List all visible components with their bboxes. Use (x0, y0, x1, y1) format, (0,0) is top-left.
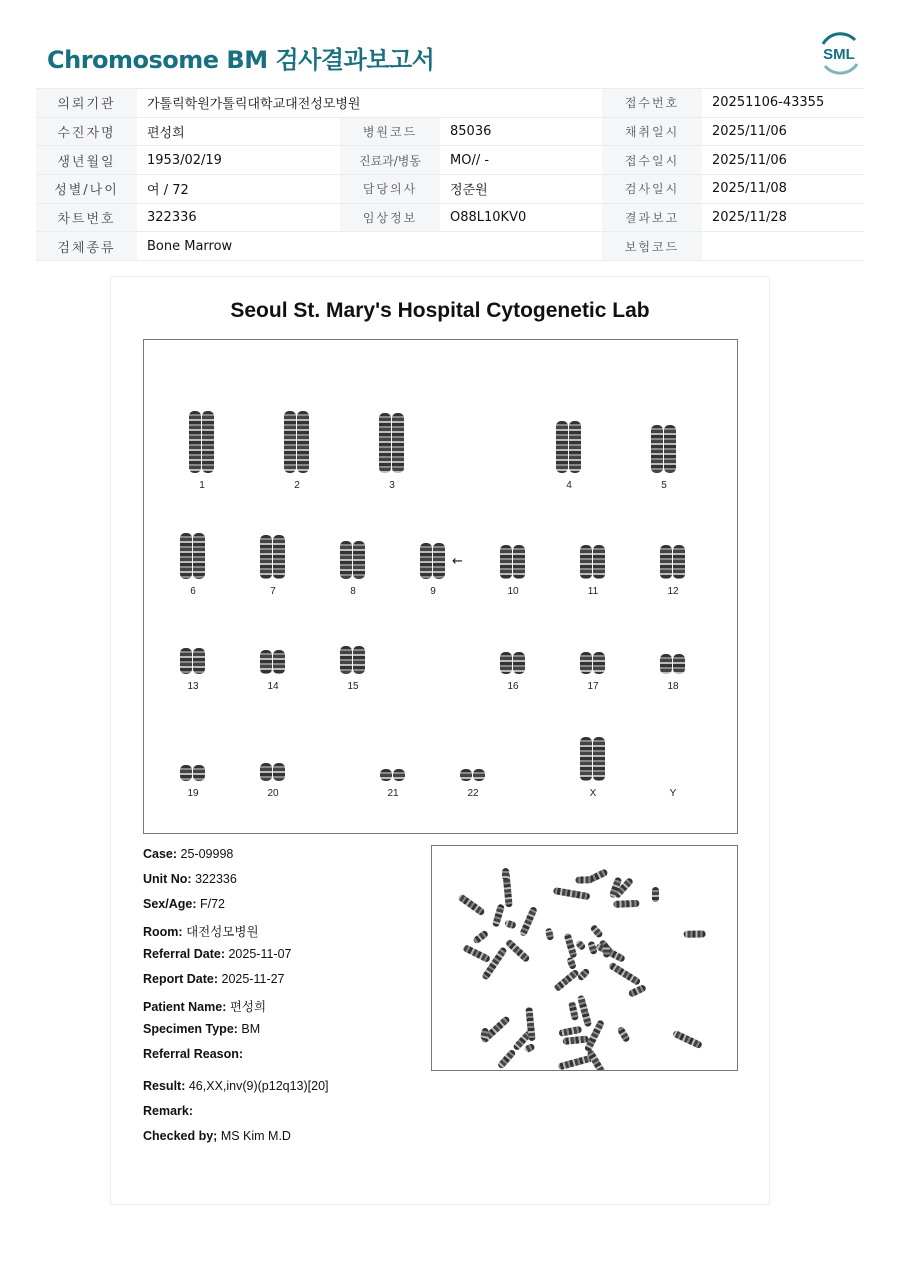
chromosome-17-1 (580, 652, 592, 674)
table-row (36, 203, 864, 232)
metaphase-chromosome (575, 876, 593, 884)
label: 진료과/병동 (340, 146, 440, 175)
chromosome-label-2: 2 (294, 480, 300, 491)
table-row (36, 232, 864, 261)
chromosome-9-1 (420, 543, 432, 579)
field-referral-date: Referral Date: 2025-11-07 (143, 947, 292, 961)
chromosome-10-2 (513, 545, 525, 579)
patient-info-table (36, 88, 864, 261)
chromosome-label-21: 21 (387, 788, 399, 799)
table-row (36, 175, 864, 204)
chromosome-11-2 (593, 545, 605, 579)
chromosome-12-1 (660, 545, 672, 579)
metaphase-chromosome (504, 938, 530, 963)
field-sex-age: Sex/Age: F/72 (143, 897, 225, 911)
field-checked-by: Checked by; MS Kim M.D (143, 1129, 291, 1143)
chromosome-label-17: 17 (587, 681, 599, 692)
chromosome-7-1 (260, 535, 272, 579)
chromosome-6-1 (180, 533, 192, 579)
chromosome-11-1 (580, 545, 592, 579)
metaphase-chromosome (519, 906, 538, 937)
field-remark: Remark: (143, 1104, 194, 1118)
metaphase-chromosome (589, 923, 604, 938)
metaphase-chromosome (566, 956, 577, 970)
chromosome-label-8: 8 (350, 586, 356, 597)
chromosome-label-18: 18 (667, 681, 679, 692)
chromosome-21-2 (393, 769, 405, 781)
chromosome-14-1 (260, 650, 272, 674)
chromosome-9-2 (433, 543, 445, 579)
chromosome-19-2 (193, 765, 205, 781)
report-title: Seoul St. Mary's Hospital Cytogenetic Lab (230, 299, 650, 322)
label: 성별/나이 (36, 175, 137, 204)
karyogram (143, 339, 738, 834)
value: 편성희 (137, 117, 340, 146)
chromosome-21-1 (380, 769, 392, 781)
metaphase-chromosome (545, 927, 555, 940)
field-result: Result: 46,XX,inv(9)(p12q13)[20] (143, 1079, 329, 1093)
chromosome-6-2 (193, 533, 205, 579)
chromosome-label-6: 6 (190, 586, 196, 597)
chromosome-label-15: 15 (347, 681, 359, 692)
metaphase-chromosome (496, 1049, 516, 1070)
metaphase-chromosome (617, 1026, 631, 1044)
chromosome-label-14: 14 (267, 681, 279, 692)
metaphase-chromosome (481, 947, 507, 981)
label: 담당의사 (340, 175, 440, 204)
chromosome-20-2 (273, 763, 285, 781)
value: 85036 (440, 117, 602, 146)
chromosome-label-1: 1 (199, 480, 205, 491)
chromosome-label-12: 12 (667, 586, 679, 597)
chromosome-X-1 (580, 737, 592, 781)
value: O88L10KV0 (440, 203, 602, 232)
chromosome-label-11: 11 (587, 586, 599, 597)
label: 임상정보 (340, 203, 440, 232)
metaphase-chromosome (628, 984, 647, 998)
chromosome-13-2 (193, 648, 205, 674)
chromosome-4-2 (569, 421, 581, 473)
chromosome-4-1 (556, 421, 568, 473)
metaphase-chromosome (574, 939, 586, 951)
arrow-icon: ← (452, 554, 463, 569)
metaphase-chromosome (552, 887, 590, 900)
chromosome-22-1 (460, 769, 472, 781)
field-room: Room: 대전성모병원 (143, 925, 259, 939)
chromosome-label-5: 5 (661, 480, 667, 491)
field-unit-no: Unit No: 322336 (143, 872, 237, 886)
metaphase-chromosome (608, 961, 642, 986)
metaphase-chromosome (492, 903, 505, 927)
metaphase-chromosome (472, 929, 489, 944)
metaphase-chromosome (652, 887, 659, 902)
metaphase-chromosome (595, 943, 626, 964)
label: 수진자명 (36, 117, 137, 146)
chromosome-3-1 (379, 413, 391, 473)
metaphase-chromosome (457, 894, 485, 917)
chromosome-5-1 (651, 425, 663, 473)
svg-text:SML: SML (823, 46, 855, 63)
metaphase-chromosome (602, 945, 609, 958)
metaphase-chromosome (504, 919, 516, 929)
label: 접수일시 (602, 146, 702, 175)
chromosome-label-9: 9 (430, 586, 436, 597)
chromosome-16-1 (500, 652, 512, 674)
chromosome-1-1 (189, 411, 201, 473)
label: 접수번호 (602, 89, 702, 118)
chromosome-label-4: 4 (566, 480, 572, 491)
value (702, 232, 864, 261)
chromosome-7-2 (273, 535, 285, 579)
label: 보험코드 (602, 232, 702, 261)
chromosome-2-2 (297, 411, 309, 473)
value: MO// - (440, 146, 602, 175)
chromosome-15-2 (353, 646, 365, 674)
chromosome-label-19: 19 (187, 788, 199, 799)
chromosome-label-10: 10 (507, 586, 519, 597)
label: 검체종류 (36, 232, 137, 261)
chromosome-label-20: 20 (267, 788, 279, 799)
metaphase-chromosome (462, 944, 491, 963)
value: 20251106-43355 (702, 89, 864, 118)
chromosome-label-7: 7 (270, 586, 276, 597)
chromosome-label-16: 16 (507, 681, 519, 692)
sml-logo (815, 30, 863, 76)
label: 병원코드 (340, 117, 440, 146)
chromosome-8-2 (353, 541, 365, 579)
metaphase-chromosome (577, 994, 592, 1027)
field-report-date: Report Date: 2025-11-27 (143, 972, 285, 986)
label: 채취일시 (602, 117, 702, 146)
value: 2025/11/06 (702, 146, 864, 175)
chromosome-13-1 (180, 648, 192, 674)
value: 322336 (137, 203, 340, 232)
metaphase-chromosome (614, 900, 640, 908)
page-title: Chromosome BM 검사결과보고서 (47, 46, 435, 74)
metaphase-chromosome (672, 1030, 703, 1050)
chromosome-10-1 (500, 545, 512, 579)
metaphase-chromosome (568, 1001, 579, 1022)
metaphase-image (431, 845, 738, 1071)
label: 생년월일 (36, 146, 137, 175)
field-case: Case: 25-09998 (143, 847, 234, 861)
chromosome-label-22: 22 (467, 788, 479, 799)
chromosome-12-2 (673, 545, 685, 579)
label: 의뢰기관 (36, 89, 137, 118)
chromosome-label-13: 13 (187, 681, 199, 692)
chromosome-22-2 (473, 769, 485, 781)
chromosome-label-3: 3 (389, 480, 395, 491)
chromosome-label-Y: Y (669, 788, 677, 799)
chromosome-19-1 (180, 765, 192, 781)
field-patient-name: Patient Name: 편성희 (143, 1000, 267, 1014)
label: 검사일시 (602, 175, 702, 204)
label: 결과보고 (602, 203, 702, 232)
metaphase-chromosome (523, 1042, 535, 1053)
value: 2025/11/08 (702, 175, 864, 204)
chromosome-18-1 (660, 654, 672, 674)
value: Bone Marrow (137, 232, 602, 261)
value: 2025/11/06 (702, 117, 864, 146)
chromosome-14-2 (273, 650, 285, 674)
chromosome-label-X: X (589, 788, 597, 799)
value: 정준원 (440, 175, 602, 204)
chromosome-3-2 (392, 413, 404, 473)
metaphase-chromosome (553, 968, 580, 992)
chromosome-8-1 (340, 541, 352, 579)
value: 가톨릭학원가톨릭대학교대전성모병원 (137, 89, 602, 118)
chromosome-20-1 (260, 763, 272, 781)
chromosome-15-1 (340, 646, 352, 674)
chromosome-16-2 (513, 652, 525, 674)
chromosome-17-2 (593, 652, 605, 674)
chromosome-5-2 (664, 425, 676, 473)
chromosome-1-2 (202, 411, 214, 473)
value: 2025/11/28 (702, 203, 864, 232)
cytogenetic-report (110, 276, 770, 1205)
table-row (36, 117, 864, 146)
metaphase-chromosome (562, 1035, 589, 1045)
metaphase-chromosome (684, 930, 706, 937)
chromosome-2-1 (284, 411, 296, 473)
field-specimen-type: Specimen Type: BM (143, 1022, 261, 1036)
label: 차트번호 (36, 203, 137, 232)
metaphase-chromosome (587, 940, 598, 955)
chromosome-X-2 (593, 737, 605, 781)
value: 여 / 72 (137, 175, 340, 204)
report-fields (143, 847, 329, 1154)
table-row (36, 89, 864, 118)
table-row (36, 146, 864, 175)
field-referral-reason: Referral Reason: (143, 1047, 244, 1061)
chromosome-18-2 (673, 654, 685, 674)
value: 1953/02/19 (137, 146, 340, 175)
